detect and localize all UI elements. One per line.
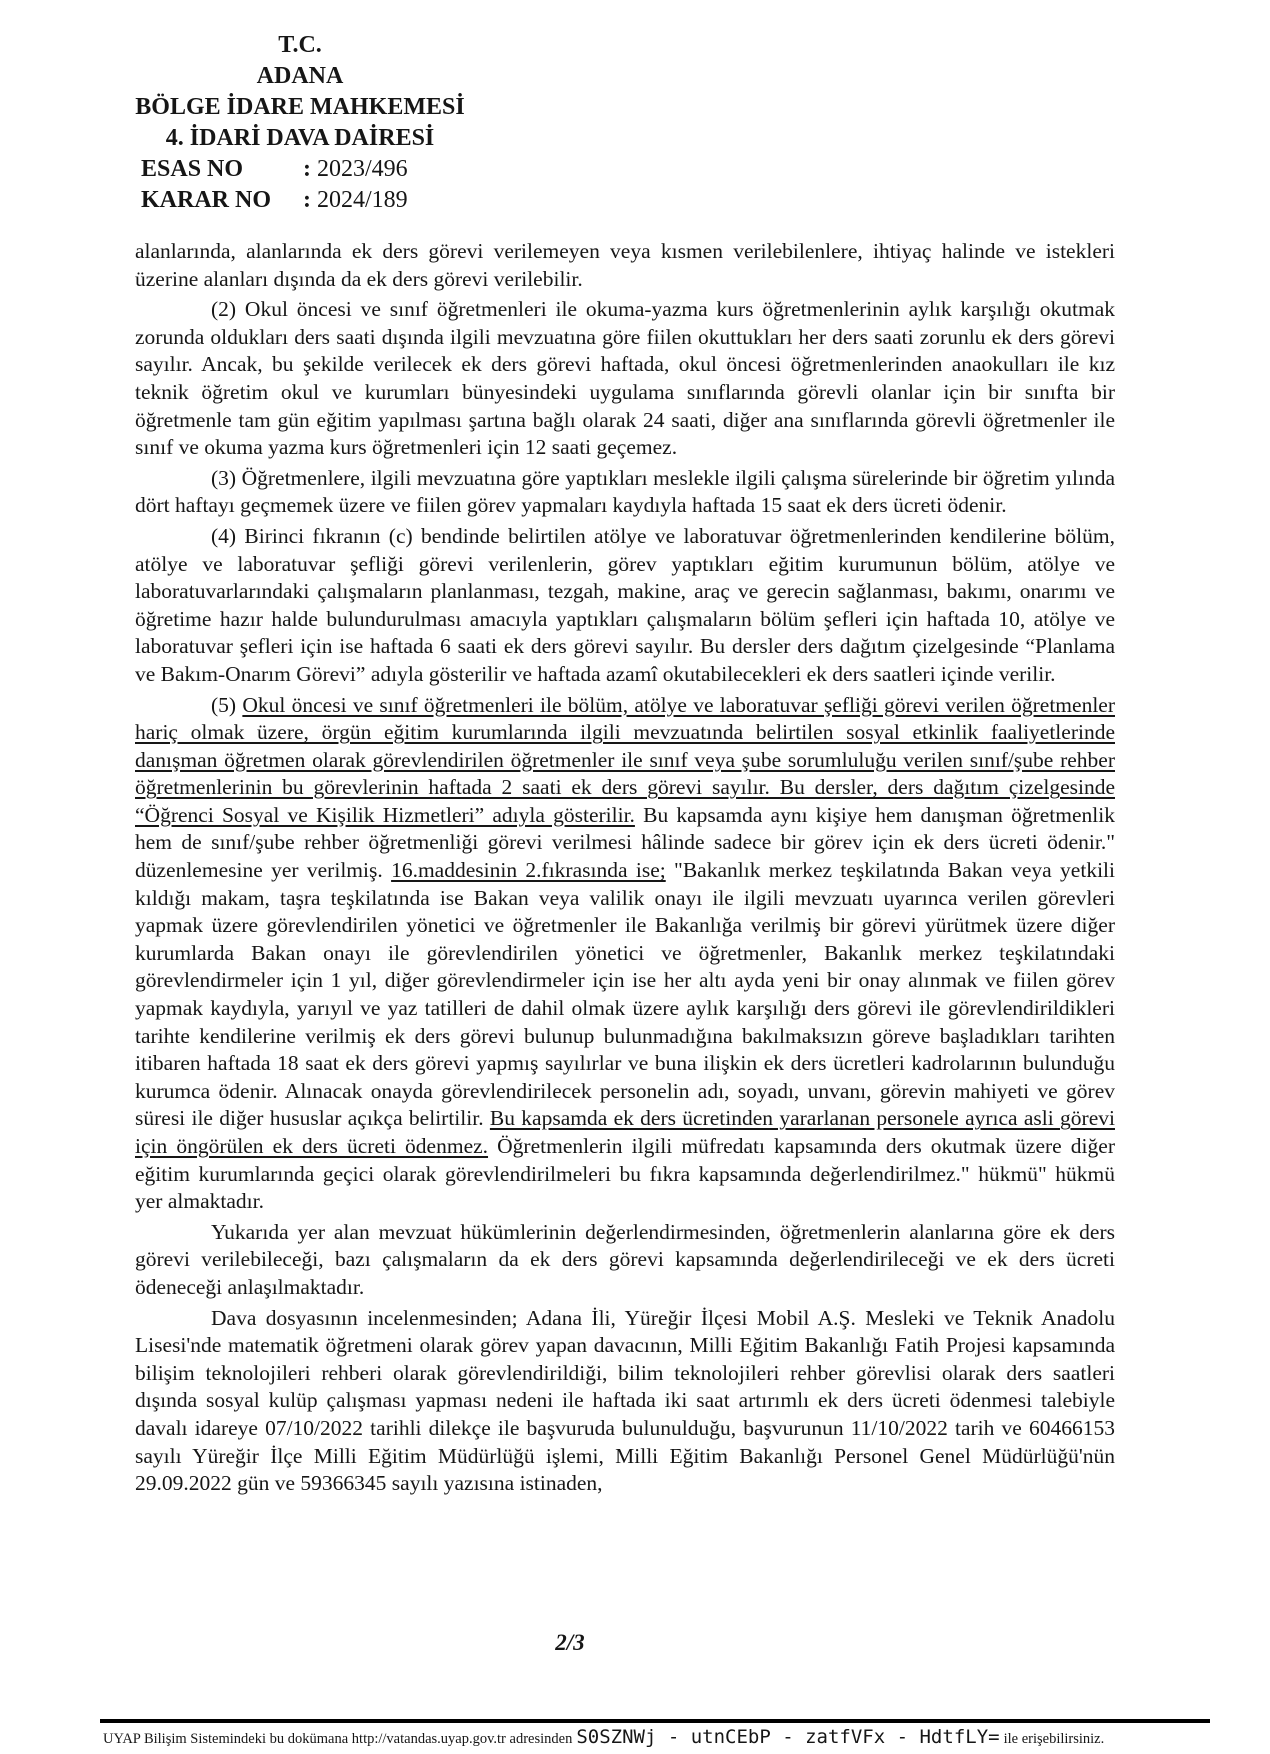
- karar-no-value: 2024/189: [317, 187, 408, 213]
- paragraph: [135, 1305, 1115, 1498]
- text-run: (2) Okul öncesi ve sınıf öğretmenleri ile okuma-yazma kurs öğretmenlerinin aylık karşılığı okutmak zorunda oldukları ders saati dışında ilgili mevzuatına göre fiilen okuttukları her ders saati zorunlu ek ders görevi sayılır. Ancak, bu şekilde verilecek ek ders görevi haftada, okul öncesi öğretmenlerinden anaokulları ile kız teknik öğretim okul ve kurumları bünyesindeki uygulama sınıflarında görevli olanlar için bir sınıfta bir öğretmenle tam gün eğitim yapılması şartına bağlı olarak 24 saati, diğer ana sınıflarında görevli öğretmenler ile sınıf ve okuma yazma kurs öğretmenleri için 12 saati geçemez.: [135, 297, 1115, 460]
- footer-divider: [100, 1719, 1210, 1723]
- uyap-access-prefix: UYAP Bilişim Sistemindeki bu dokümana http://vatandas.uyap.gov.tr adresinden: [103, 1731, 573, 1747]
- text-run: alanlarında, alanlarında ek ders görevi verilemeyen veya kısmen verilebilenlere, ihtiyaç halinde ve istekleri üzerine alanları dışında da ek ders görevi verilebilir.: [135, 239, 1115, 291]
- paragraph: [135, 465, 1115, 520]
- header-tc: T.C.: [278, 32, 322, 58]
- paragraph: [135, 1219, 1115, 1302]
- esas-no-row: [135, 154, 465, 185]
- karar-no-row: [135, 185, 465, 216]
- text-run: (3) Öğretmenlere, ilgili mevzuatına göre yaptıkları meslekle ilgili çalışma sürelerinde bir öğretim yılında dört haftayı geçmemek üzere ve fiilen görev yapmaları kaydıyla haftada 15 saat ek ders ücreti ödenir.: [135, 465, 1115, 518]
- court-header: [135, 30, 465, 216]
- esas-no-value: 2023/496: [317, 156, 408, 182]
- uyap-access-code: S0SZNWj - utnCEbP - zatfVFx - HdtfLY=: [576, 1726, 1000, 1748]
- header-chamber: 4. İDARİ DAVA DAİRESİ: [165, 125, 435, 151]
- text-run: "Bakanlık merkez teşkilatında Bakan veya yetkili kıldığı makam, taşra teşkilatında ise Bakan veya valilik onayı ile ilgili mevzuatı uyarınca verilen görevleri yapmak üzere görevlendirilen yönetici ve öğretmenler ile Bakanlığa verilmiş bir görevi yürütmek üzere diğer kurumlarda Bakan onayı ile görevlendirilen yönetici ve öğretmenler, Bakanlık merkez teşkilatındaki görevlendirmeler için 1 yıl, diğer görevlendirmeler için ise her altı ayda yeni bir onay alınmak ve fiilen görev yapmak kaydıyla, yarıyıl ve yaz tatilleri de dahil olmak üzere aylık karşılığı ders görevi ile görevlendirildikleri tarihte kendilerine verilmiş ek ders görevi bulunup bulunmadığına bakılmaksızın göreve başladıkları tarihten itibaren haftada 18 saat ek ders görevi yapmış sayılırlar ve buna ilişkin ek ders ücretleri kadrolarının bulunduğu kurumca ödenir. Alınacak onayda görevlendirilecek personelin adı, soyadı, unvanı, görevin mahiyeti ve görev süresi ile diğer hususlar açıkça belirtilir.: [135, 858, 1115, 1131]
- karar-no-label: KARAR NO: [141, 187, 271, 213]
- paragraph: [135, 523, 1115, 689]
- text-run: Bu kapsamda aynı kişiye hem danışman öğretmenlik hem de sınıf/şube rehber öğretmenliği görevi verilmesi hâlinde sadece bir görev için ek ders ücreti ödenir." düzenlemesine yer verilmiş.: [135, 802, 1115, 883]
- paragraph: [135, 692, 1115, 1216]
- uyap-access-suffix: ile erişebilirsiniz.: [1003, 1731, 1105, 1747]
- underlined-text: 16.maddesinin 2.fıkrasında ise;: [391, 858, 666, 883]
- text-run: Yukarıda yer alan mevzuat hükümlerinin değerlendirmesinden, öğretmenlerin alanlarına göre ek ders görevi verilebileceği, bazı çalışmaların da ek ders görevi kapsamında değerlendirileceği ve ek ders ücreti ödeneceği anlaşılmaktadır.: [135, 1219, 1115, 1299]
- text-run: Öğretmenlerin ilgili müfredatı kapsamında ders okutmak üzere diğer eğitim kurumlarında geçici olarak görevlendirilmeleri bu fıkra kapsamında değerlendirilmez." hükmü" hükmü yer almaktadır.: [135, 1134, 1115, 1214]
- paragraph: [135, 238, 1115, 293]
- karar-no-colon: :: [303, 187, 311, 213]
- page-number: 2/3: [555, 1630, 585, 1655]
- underlined-text: Bu kapsamda ek ders ücretinden yararlanan personele ayrıca asli görevi için öngörülen ek ders ücreti ödenmez.: [135, 1106, 1115, 1158]
- uyap-footer: [103, 1726, 1233, 1748]
- esas-no-colon: :: [303, 156, 311, 182]
- esas-no-label: ESAS NO: [141, 156, 244, 182]
- document-body: [135, 238, 1115, 1501]
- underlined-text: Okul öncesi ve sınıf öğretmenleri ile bölüm, atölye ve laboratuvar şefliği görevi verilen öğretmenler hariç olmak üzere, örgün eğitim kurumlarında ilgili mevzuatında belirtilen sosyal etkinlik faaliyetlerinde danışman öğretmen olarak görevlendirilen öğretmenler ile sınıf veya şube sorumluluğu verilen sınıf/şube rehber öğretmenlerinin bu görevlerinin haftada 2 saati ek ders görevi sayılır. Bu dersler, ders dağıtım çizelgesinde “Öğrenci Sosyal ve Kişilik Hizmetleri” adıyla gösterilir.: [135, 692, 1115, 827]
- text-run: (4) Birinci fıkranın (c) bendinde belirtilen atölye ve laboratuvar öğretmenlerinden kendilerine bölüm, atölye ve laboratuvar şefliği görevi verilenlerin, görev yaptıkları eğitim kurumunun bölüm, atölye ve laboratuvarlarındaki çalışmaların planlanması, tezgah, makine, araç ve gerecin sağlanması, bakımı, onarımı ve öğretime hazır halde bulundurulması amacıyla yaptıkları çalışmaların bölüm şefleri için haftada 10, atölye ve laboratuvar şefleri için ise haftada 6 saati ek ders görevi sayılır. Bu dersler ders dağıtım çizelgesinde “Planlama ve Bakım-Onarım Görevi” adıyla gösterilir ve haftada azamî okutabilecekleri ek ders saatleri içinde verilir.: [135, 523, 1115, 686]
- header-court: BÖLGE İDARE MAHKEMESİ: [135, 94, 465, 120]
- header-city: ADANA: [256, 63, 344, 89]
- paragraph: [135, 296, 1115, 462]
- text-run: Dava dosyasının incelenmesinden; Adana İli, Yüreğir İlçesi Mobil A.Ş. Mesleki ve Teknik Anadolu Lisesi'nde matematik öğretmeni olarak görev yapan davacının, Milli Eğitim Bakanlığı Fatih Projesi kapsamında bilişim teknolojileri rehberi olarak görevlendirildiği, bilim teknolojileri rehber görevlisi olarak ders saatleri dışında sosyal kulüp çalışması yapması nedeni ile haftada iki saat artırımlı ek ders ücreti ödenmesi talebiyle davalı idareye 07/10/2022 tarihli dilekçe ile başvuruda bulunulduğu, başvurunun 11/10/2022 tarih ve 60466153 sayılı Yüreğir İlçe Milli Eğitim Müdürlüğü işlemi, Milli Eğitim Bakanlığı Personel Genel Müdürlüğü'nün 29.09.2022 gün ve 59366345 sayılı yazısına istinaden,: [135, 1305, 1115, 1496]
- text-run: (5): [211, 692, 243, 717]
